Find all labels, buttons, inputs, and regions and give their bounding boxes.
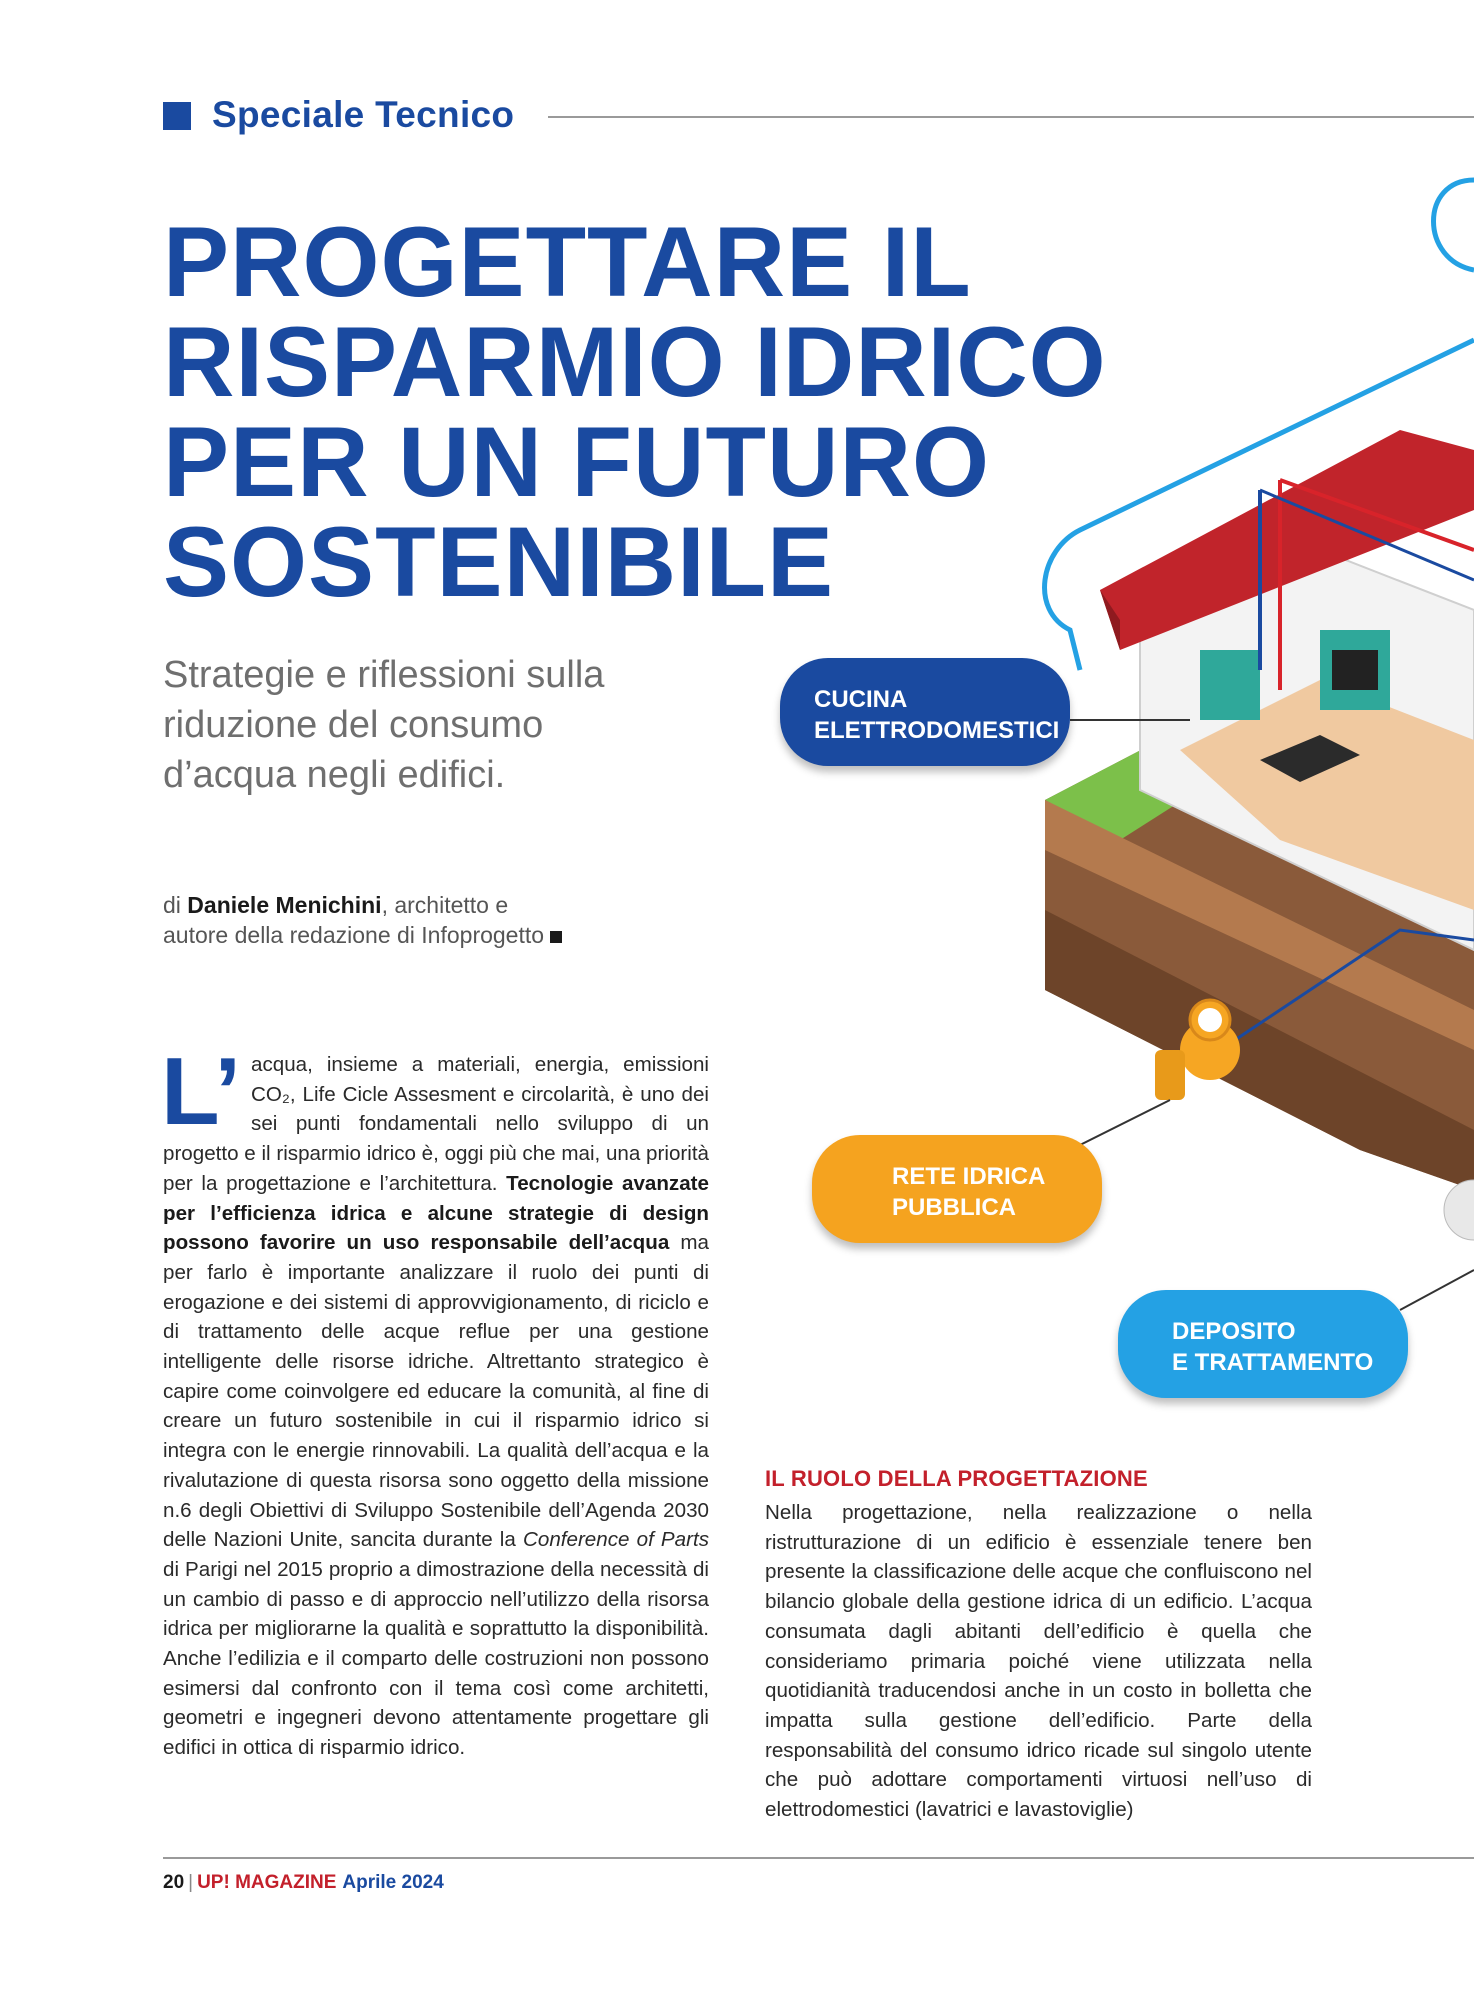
byline [163, 890, 723, 950]
label-kitchen [780, 658, 1070, 766]
body-text-italic: Conference of Parts [523, 1528, 709, 1552]
label-storage-line: E TRATTAMENTO [1172, 1349, 1374, 1376]
author-name: Daniele Menichini [187, 892, 382, 918]
body-text-bold: Tecnologie avanzate per l’efficienza idrica e alcune strategie di design possono favorire un uso responsabile dell’acqua [163, 1171, 709, 1255]
author-role: , architetto e [381, 892, 509, 918]
oven [1332, 650, 1378, 690]
water-meter-face [1198, 1008, 1222, 1032]
issue-date: Aprile 2024 [342, 1872, 444, 1893]
label-network-line: PUBBLICA [892, 1194, 1016, 1221]
section-label: Speciale Tecnico [212, 94, 515, 135]
header-rule [548, 116, 1474, 118]
article-subtitle [163, 650, 723, 800]
end-mark-square [550, 931, 562, 943]
leader-line [1070, 1100, 1170, 1150]
footer-separator: | [188, 1872, 194, 1893]
label-kitchen-line: CUCINA [814, 686, 908, 713]
body-text: di Parigi nel 2015 proprio a dimostrazione della necessità di un cambio di passo e di approccio nell’utilizzo della risorsa idrica per migliorarne la qualità e soprattutto la disponibilità. Anche l’edilizia e il comparto delle costruzioni non possono esimersi dal confronto con il tema così come architetti, geometri e ingegneri devono attentamente progettare gli edifici in ottica di risparmio idrico. [163, 1557, 709, 1760]
article-body-column-1 [161, 1038, 710, 1763]
label-public-network [812, 1135, 1102, 1243]
byline-prefix: di [163, 892, 181, 918]
body-text: acqua, insieme a materiali, energia, emissioni CO₂, Life Cicle Assesment e circolarità, è uno dei sei punti fondamentali nello sviluppo di un progetto e il risparmio idrico è, oggi più che mai, una priorità per la progettazione e l’architettura. [163, 1053, 710, 1195]
tank-edge [1444, 1180, 1474, 1240]
outline-path [1434, 180, 1474, 270]
drop-cap: L’ [161, 1038, 242, 1145]
label-kitchen-line: ELETTRODOMESTICI [814, 717, 1060, 744]
leader-line [1400, 1270, 1474, 1310]
page-footer [163, 1872, 444, 1894]
headline-line: RISPARMIO IDRICO [163, 306, 1107, 417]
author-role: autore della redazione di Infoprogetto [163, 922, 545, 948]
pipe-flange [1155, 1050, 1185, 1100]
page-number: 20 [163, 1872, 185, 1893]
footer-rule [163, 1857, 1474, 1859]
label-storage-line: DEPOSITO [1172, 1318, 1296, 1345]
article-body-column-2: Nella progettazione, nella realizzazione o nella ristrutturazione di un edificio è essenziale tenere ben presente la classificazione delle acque che confluiscono nel bilancio globale della gestione idrica di un edificio. L’acqua consumata dagli abitanti dell’edificio è quella che consideriamo primaria poiché viene utilizzata nella quotidianità traducendosi anche in un costo in bolletta che impatta sulla gestione dell’edificio. Parte della responsabilità del consumo idrico ricade sul singolo utente che può adottare comportamenti virtuosi nell’uso di elettrodomestici (lavatrici e lavastoviglie) [765, 1501, 1312, 1822]
headline-line: PROGETTARE IL [163, 206, 972, 317]
headline-line: PER UN FUTURO [163, 406, 990, 517]
section-marker-square [163, 102, 191, 130]
label-storage [1118, 1290, 1408, 1398]
body-text: ma per farlo è importante analizzare il ruolo dei punti di erogazione e dei sistemi di approvvigionamento, di riciclo e di trattamento delle acque reflue per una gestione intelligente delle risorse idriche. Altrettanto strategico è capire come coinvolgere ed educare la comunità, al fine di creare un futuro sostenibile in cui il risparmio idrico si integra con le energie rinnovabili. La qualità dell’acqua e la rivalutazione di questa risorsa sono oggetto della missione n.6 degli Obiettivi di Sviluppo Sostenibile dell’Agenda 2030 delle Nazioni Unite, sancita durante la [163, 1231, 709, 1552]
magazine-name: UP! MAGAZINE [197, 1872, 337, 1893]
subtitle-line: Strategie e riflessioni sulla [163, 654, 605, 696]
kitchen-cabinet [1200, 650, 1260, 720]
headline-line: SOSTENIBILE [163, 506, 835, 617]
section-subheading: IL RUOLO DELLA PROGETTAZIONE [765, 1466, 1148, 1491]
subtitle-line: riduzione del consumo [163, 704, 544, 746]
subtitle-line: d’acqua negli edifici. [163, 754, 506, 796]
label-network-line: RETE IDRICA [892, 1163, 1046, 1190]
